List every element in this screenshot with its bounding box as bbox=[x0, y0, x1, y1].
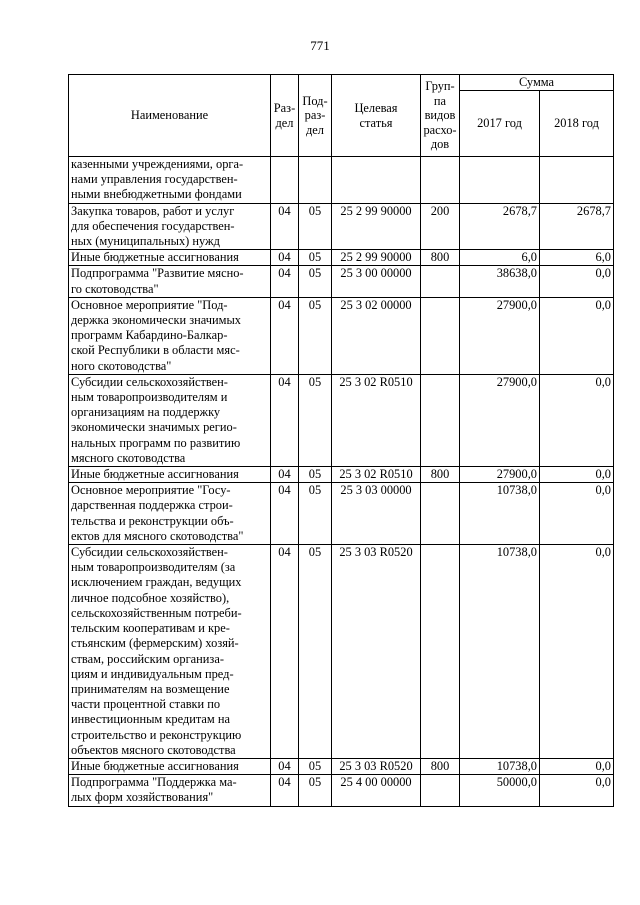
cell-group bbox=[421, 374, 460, 466]
header-podrazdel: Под- раз- дел bbox=[299, 75, 332, 157]
cell-razdel: 04 bbox=[271, 203, 299, 250]
cell-podrazdel: 05 bbox=[299, 374, 332, 466]
cell-article bbox=[332, 157, 421, 204]
cell-name: Закупка товаров, работ и услуг для обеспечения государствен- ных (муниципальных) нужд bbox=[69, 203, 271, 250]
cell-name: Субсидии сельскохозяйствен- ным товаропроизводителям (за исключением граждан, ведущих личное подсобное хозяйство), сельскохозяйственным потреби- тельским кооперативам и кре- стьянским (фермерским) хозяй- ствам, российским организа- циям и индивидуальным пред- принимателям на возмещение части процентной ставки по инвестиционным кредитам на строительство и реконструкцию объектов мясного скотоводства bbox=[69, 545, 271, 759]
table-row bbox=[69, 758, 614, 774]
cell-name: казенными учреждениями, орга- нами управления государствен- ными внебюджетными фондами bbox=[69, 157, 271, 204]
cell-sum-2017: 6,0 bbox=[460, 250, 540, 266]
cell-article: 25 3 00 00000 bbox=[332, 266, 421, 297]
cell-podrazdel: 05 bbox=[299, 250, 332, 266]
cell-name: Подпрограмма "Поддержка ма- лых форм хозяйствования" bbox=[69, 775, 271, 806]
cell-sum-2017: 10738,0 bbox=[460, 545, 540, 759]
header-name: Наименование bbox=[69, 75, 271, 157]
cell-group bbox=[421, 545, 460, 759]
cell-group bbox=[421, 775, 460, 806]
cell-razdel: 04 bbox=[271, 374, 299, 466]
cell-sum-2018: 0,0 bbox=[540, 297, 614, 374]
cell-name: Основное мероприятие "Госу- дарственная поддержка строи- тельства и реконструкции объ- ектов для мясного скотоводства" bbox=[69, 483, 271, 545]
cell-podrazdel: 05 bbox=[299, 203, 332, 250]
table-row bbox=[69, 467, 614, 483]
cell-article: 25 3 03 00000 bbox=[332, 483, 421, 545]
table-row bbox=[69, 203, 614, 250]
cell-article: 25 3 02 R0510 bbox=[332, 467, 421, 483]
cell-sum-2017: 50000,0 bbox=[460, 775, 540, 806]
cell-podrazdel: 05 bbox=[299, 266, 332, 297]
cell-article: 25 3 02 00000 bbox=[332, 297, 421, 374]
cell-podrazdel: 05 bbox=[299, 545, 332, 759]
budget-table bbox=[68, 74, 614, 807]
cell-razdel bbox=[271, 157, 299, 204]
cell-name: Подпрограмма "Развитие мясно- го скотоводства" bbox=[69, 266, 271, 297]
cell-razdel: 04 bbox=[271, 758, 299, 774]
cell-podrazdel: 05 bbox=[299, 297, 332, 374]
header-sum: Сумма bbox=[460, 75, 614, 91]
cell-group bbox=[421, 266, 460, 297]
cell-group: 200 bbox=[421, 203, 460, 250]
table-header bbox=[69, 75, 614, 157]
cell-article: 25 3 03 R0520 bbox=[332, 545, 421, 759]
cell-name: Иные бюджетные ассигнования bbox=[69, 467, 271, 483]
cell-group: 800 bbox=[421, 467, 460, 483]
cell-article: 25 4 00 00000 bbox=[332, 775, 421, 806]
cell-sum-2018: 0,0 bbox=[540, 545, 614, 759]
table-row bbox=[69, 250, 614, 266]
cell-sum-2018: 6,0 bbox=[540, 250, 614, 266]
cell-group bbox=[421, 157, 460, 204]
cell-sum-2018 bbox=[540, 157, 614, 204]
table-row bbox=[69, 266, 614, 297]
cell-name: Иные бюджетные ассигнования bbox=[69, 250, 271, 266]
cell-sum-2018: 0,0 bbox=[540, 266, 614, 297]
table-row bbox=[69, 297, 614, 374]
cell-podrazdel: 05 bbox=[299, 758, 332, 774]
cell-sum-2017: 27900,0 bbox=[460, 374, 540, 466]
cell-name: Субсидии сельскохозяйствен- ным товаропроизводителям и организациям на поддержку экономически значимых регио- нальных программ по развитию мясного скотоводства bbox=[69, 374, 271, 466]
cell-group: 800 bbox=[421, 250, 460, 266]
table-row bbox=[69, 483, 614, 545]
table-row bbox=[69, 775, 614, 806]
cell-razdel: 04 bbox=[271, 545, 299, 759]
cell-article: 25 2 99 90000 bbox=[332, 203, 421, 250]
cell-group: 800 bbox=[421, 758, 460, 774]
cell-name: Основное мероприятие "Под- держка экономически значимых программ Кабардино-Балкар- ской Республики в области мяс- ного скотоводства" bbox=[69, 297, 271, 374]
header-razdel: Раз- дел bbox=[271, 75, 299, 157]
table-row bbox=[69, 374, 614, 466]
cell-sum-2017: 10738,0 bbox=[460, 758, 540, 774]
cell-article: 25 3 02 R0510 bbox=[332, 374, 421, 466]
header-2018: 2018 год bbox=[540, 91, 614, 157]
cell-sum-2017: 2678,7 bbox=[460, 203, 540, 250]
header-group: Груп- па видов расхо- дов bbox=[421, 75, 460, 157]
cell-group bbox=[421, 483, 460, 545]
cell-razdel: 04 bbox=[271, 266, 299, 297]
cell-razdel: 04 bbox=[271, 483, 299, 545]
cell-sum-2017: 27900,0 bbox=[460, 467, 540, 483]
cell-sum-2018: 0,0 bbox=[540, 775, 614, 806]
cell-sum-2018: 0,0 bbox=[540, 483, 614, 545]
cell-podrazdel: 05 bbox=[299, 775, 332, 806]
cell-podrazdel bbox=[299, 157, 332, 204]
table-row bbox=[69, 157, 614, 204]
page-number: 771 bbox=[310, 38, 330, 53]
cell-sum-2018: 0,0 bbox=[540, 467, 614, 483]
cell-sum-2018: 0,0 bbox=[540, 758, 614, 774]
cell-podrazdel: 05 bbox=[299, 467, 332, 483]
cell-razdel: 04 bbox=[271, 467, 299, 483]
cell-sum-2017: 27900,0 bbox=[460, 297, 540, 374]
header-article: Целевая статья bbox=[332, 75, 421, 157]
cell-sum-2017: 10738,0 bbox=[460, 483, 540, 545]
cell-podrazdel: 05 bbox=[299, 483, 332, 545]
cell-article: 25 3 03 R0520 bbox=[332, 758, 421, 774]
cell-sum-2018: 0,0 bbox=[540, 374, 614, 466]
header-2017: 2017 год bbox=[460, 91, 540, 157]
cell-sum-2018: 2678,7 bbox=[540, 203, 614, 250]
cell-article: 25 2 99 90000 bbox=[332, 250, 421, 266]
cell-group bbox=[421, 297, 460, 374]
cell-sum-2017: 38638,0 bbox=[460, 266, 540, 297]
table-row bbox=[69, 545, 614, 759]
cell-name: Иные бюджетные ассигнования bbox=[69, 758, 271, 774]
table-body bbox=[69, 157, 614, 807]
cell-razdel: 04 bbox=[271, 250, 299, 266]
cell-sum-2017 bbox=[460, 157, 540, 204]
cell-razdel: 04 bbox=[271, 775, 299, 806]
cell-razdel: 04 bbox=[271, 297, 299, 374]
